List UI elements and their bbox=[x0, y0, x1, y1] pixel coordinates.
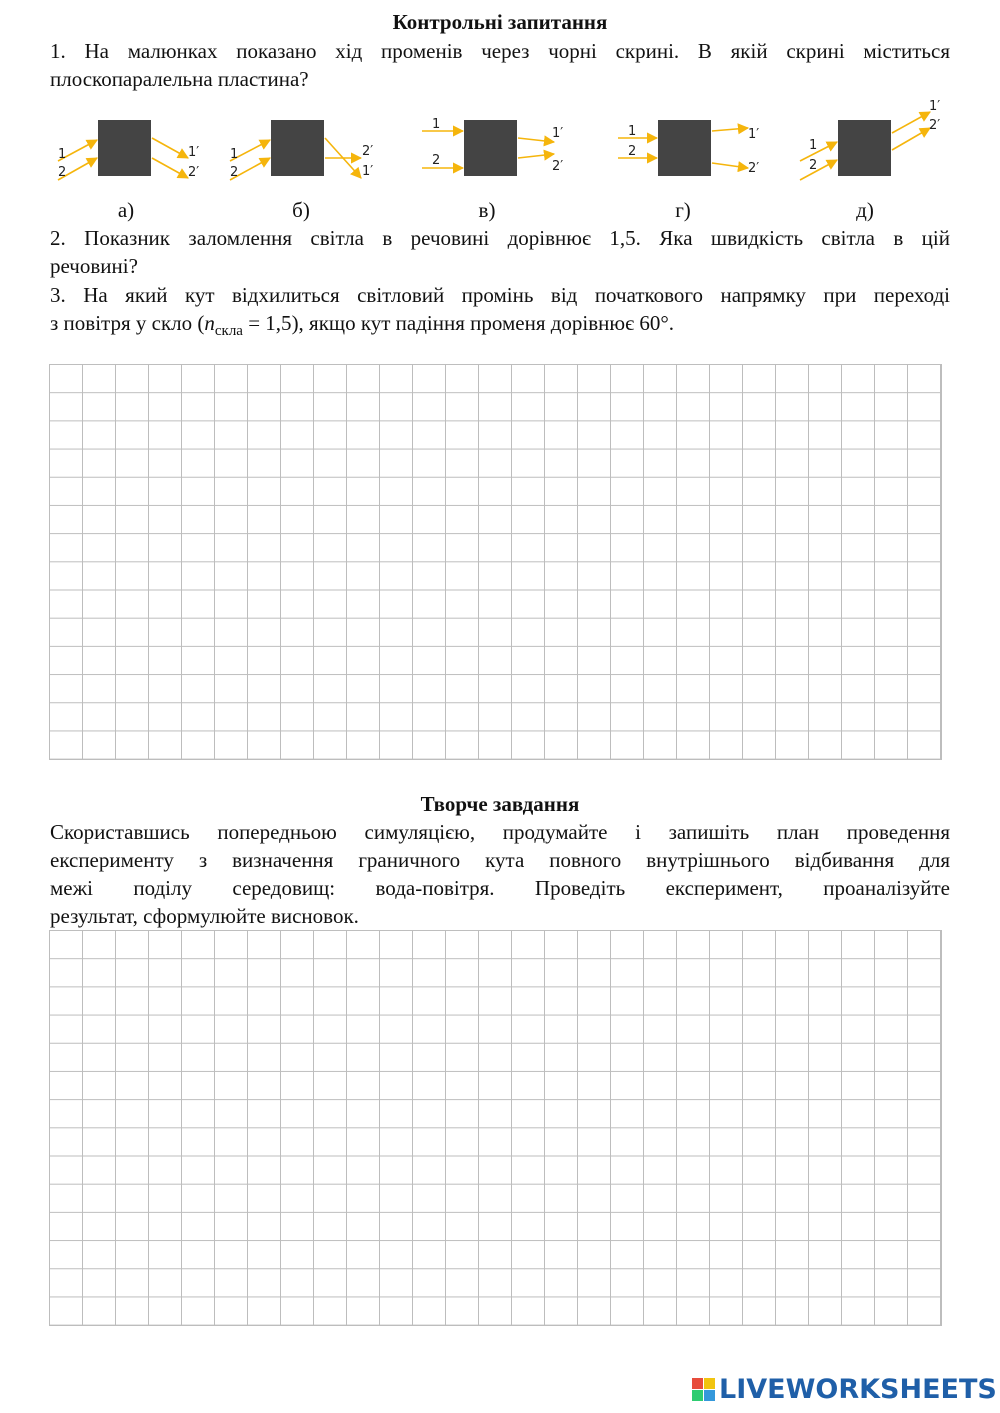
figure-d-diagram bbox=[796, 98, 966, 193]
ray-label: 2′ bbox=[552, 159, 564, 174]
ray-label: 2′ bbox=[929, 118, 941, 133]
ray-label: 2 bbox=[58, 165, 67, 180]
q3-post: ), якщо кут падіння променя дорівнює 60°. bbox=[291, 311, 675, 335]
ray-label: 2 bbox=[230, 165, 239, 180]
figure-g-diagram bbox=[614, 98, 784, 193]
question-3-line-1: 3. На який кут відхилиться світловий промінь від початкового напрямку при переході bbox=[50, 283, 950, 307]
figure-g-label: г) bbox=[675, 198, 691, 222]
ray-out-2 bbox=[892, 128, 930, 150]
q3-n: n bbox=[204, 311, 215, 335]
ray-label: 2′ bbox=[188, 165, 200, 180]
question-1-line-2: плоскопаралельна пластина? bbox=[50, 67, 309, 91]
black-box bbox=[658, 120, 711, 176]
ray-out-2 bbox=[518, 154, 554, 158]
question-1 bbox=[50, 37, 950, 93]
ray-label: 1 bbox=[58, 147, 67, 162]
question-2 bbox=[50, 224, 950, 280]
ray-label: 1′ bbox=[188, 145, 200, 160]
question-2-line-1: 2. Показник заломлення світла в речовині дорівнює 1,5. Яка швидкість світла в цій bbox=[50, 226, 950, 250]
black-box bbox=[98, 120, 151, 176]
figure-v-label: в) bbox=[478, 198, 496, 222]
ray-label: 2′ bbox=[748, 161, 760, 176]
liveworksheets-logo-icon bbox=[692, 1378, 715, 1401]
liveworksheets-wordmark: LIVEWORKSHEETS bbox=[719, 1373, 997, 1405]
question-3-line-2 bbox=[50, 309, 950, 345]
ray-out-1 bbox=[712, 128, 748, 131]
ray-out-1 bbox=[892, 112, 930, 133]
ray-label: 1′ bbox=[362, 164, 374, 179]
question-2-line-2: речовині? bbox=[50, 254, 138, 278]
ray-label: 1 bbox=[230, 147, 239, 162]
q3-math bbox=[204, 311, 243, 340]
logo-square bbox=[692, 1378, 703, 1389]
ray-label: 2′ bbox=[362, 144, 374, 159]
question-1-line-1: 1. На малюнках показано хід променів через чорні скрині. В якій скрині міститься bbox=[50, 39, 950, 63]
logo-square bbox=[704, 1390, 715, 1401]
q3-eq: = 1,5 bbox=[242, 311, 292, 335]
q3-sub: скла bbox=[214, 323, 243, 340]
ray-out-2 bbox=[712, 163, 748, 168]
section2-title: Творче завдання bbox=[420, 792, 580, 816]
q3-pre: з повітря у скло ( bbox=[50, 311, 205, 335]
ray-label: 1 bbox=[628, 124, 637, 139]
answer-grid-2[interactable] bbox=[49, 930, 942, 1326]
ray-label: 1′ bbox=[748, 127, 760, 142]
black-box bbox=[838, 120, 891, 176]
ray-label: 2 bbox=[628, 144, 637, 159]
ray-out-1 bbox=[152, 138, 188, 158]
creative-task-line-4: результат, сформулюйте висновок. bbox=[50, 904, 359, 928]
ray-in-1 bbox=[800, 142, 837, 161]
logo-square bbox=[692, 1390, 703, 1401]
question-3 bbox=[50, 281, 950, 345]
ray-out-1 bbox=[518, 138, 554, 142]
creative-task-line-1: Скориставшись попередньою симуляцією, продумайте і запишіть план проведення bbox=[50, 820, 950, 844]
liveworksheets-brand bbox=[692, 1372, 997, 1406]
ray-in-2 bbox=[800, 160, 837, 180]
ray-label: 1′ bbox=[929, 99, 941, 114]
figure-a-label: а) bbox=[117, 198, 135, 222]
ray-label: 1 bbox=[809, 138, 818, 153]
ray-label: 2 bbox=[432, 153, 441, 168]
section1-title: Контрольні запитання bbox=[392, 10, 608, 34]
ray-label: 1 bbox=[432, 117, 441, 132]
creative-task bbox=[50, 818, 950, 930]
answer-grid-1[interactable] bbox=[49, 364, 942, 760]
figure-a-diagram bbox=[50, 98, 210, 193]
ray-out-2 bbox=[152, 158, 188, 178]
figure-v-diagram bbox=[418, 98, 588, 193]
black-box bbox=[464, 120, 517, 176]
ray-label: 2 bbox=[809, 158, 818, 173]
ray-label: 1′ bbox=[552, 126, 564, 141]
figure-d-label: д) bbox=[856, 198, 874, 222]
figure-b-label: б) bbox=[292, 198, 310, 222]
figure-b-diagram bbox=[222, 98, 382, 193]
logo-square bbox=[704, 1378, 715, 1389]
black-box bbox=[271, 120, 324, 176]
creative-task-line-3: межі поділу середовищ: вода-повітря. Проведіть експеримент, проаналізуйте bbox=[50, 876, 950, 900]
creative-task-line-2: експерименту з визначення граничного кута повного внутрішнього відбивання для bbox=[50, 848, 950, 872]
